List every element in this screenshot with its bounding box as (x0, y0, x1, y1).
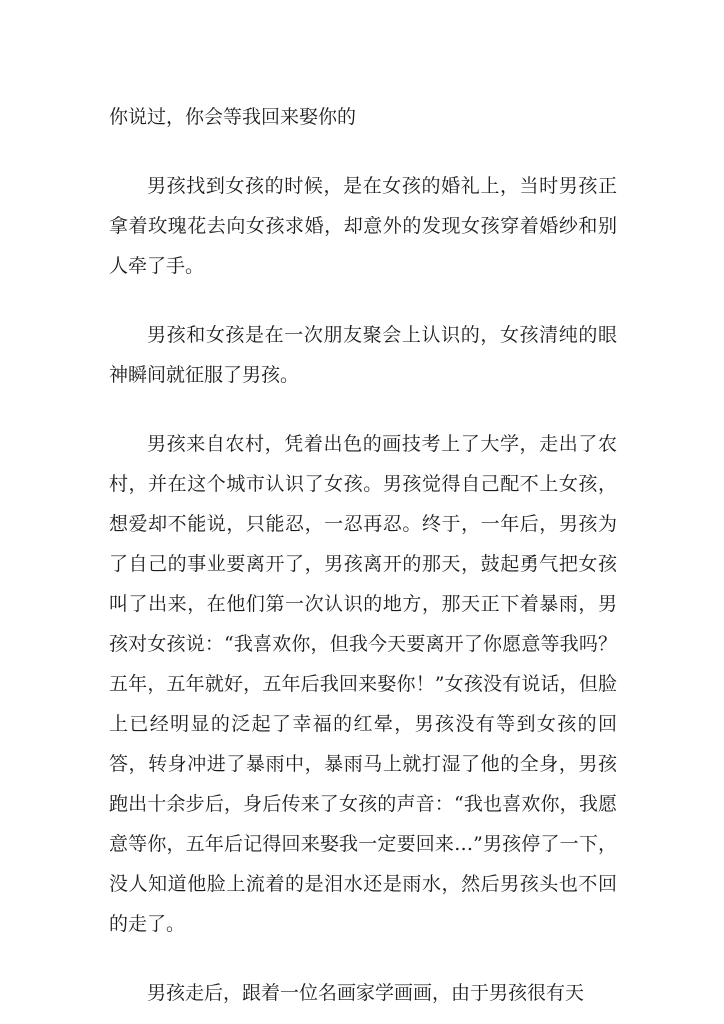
paragraph-after-leaving: 男孩走后，跟着一位名画家学画画，由于男孩很有天 (147, 982, 585, 1004)
document-body (109, 97, 617, 1013)
paragraph-wedding: 男孩找到女孩的时候，是在女孩的婚礼上，当时男孩正拿着玫瑰花去向女孩求婚，却意外的发现女孩穿着婚纱和别人牵了手。 (109, 175, 617, 277)
paragraph-departure: 男孩来自农村，凭着出色的画技考上了大学，走出了农村，并在这个城市认识了女孩。男孩觉得自己配不上女孩，想爱却不能说，只能忍，一忍再忍。终于，一年后，男孩为了自己的事业要离开了，男孩离开的那天，鼓起勇气把女孩叫了出来，在他们第一次认识的地方，那天正下着暴雨，男孩对女孩说：“我喜欢你，但我今天要离开了你愿意等我吗？五年，五年就好，五年后我回来娶你！”女孩没有说话，但脸上已经明显的泛起了幸福的红晕，男孩没有等到女孩的回答，转身冲进了暴雨中，暴雨马上就打湿了他的全身，男孩跑出十余步后，身后传来了女孩的声音：“我也喜欢你，我愿意等你，五年后记得回来娶我一定要回来…”男孩停了一下，没人知道他脸上流着的是泪水还是雨水，然后男孩头也不回的走了。 (109, 433, 617, 935)
paragraph-opening-line: 你说过，你会等我回来娶你的 (109, 106, 357, 128)
paragraph-first-meeting: 男孩和女孩是在一次朋友聚会上认识的，女孩清纯的眼神瞬间就征服了男孩。 (109, 324, 617, 386)
